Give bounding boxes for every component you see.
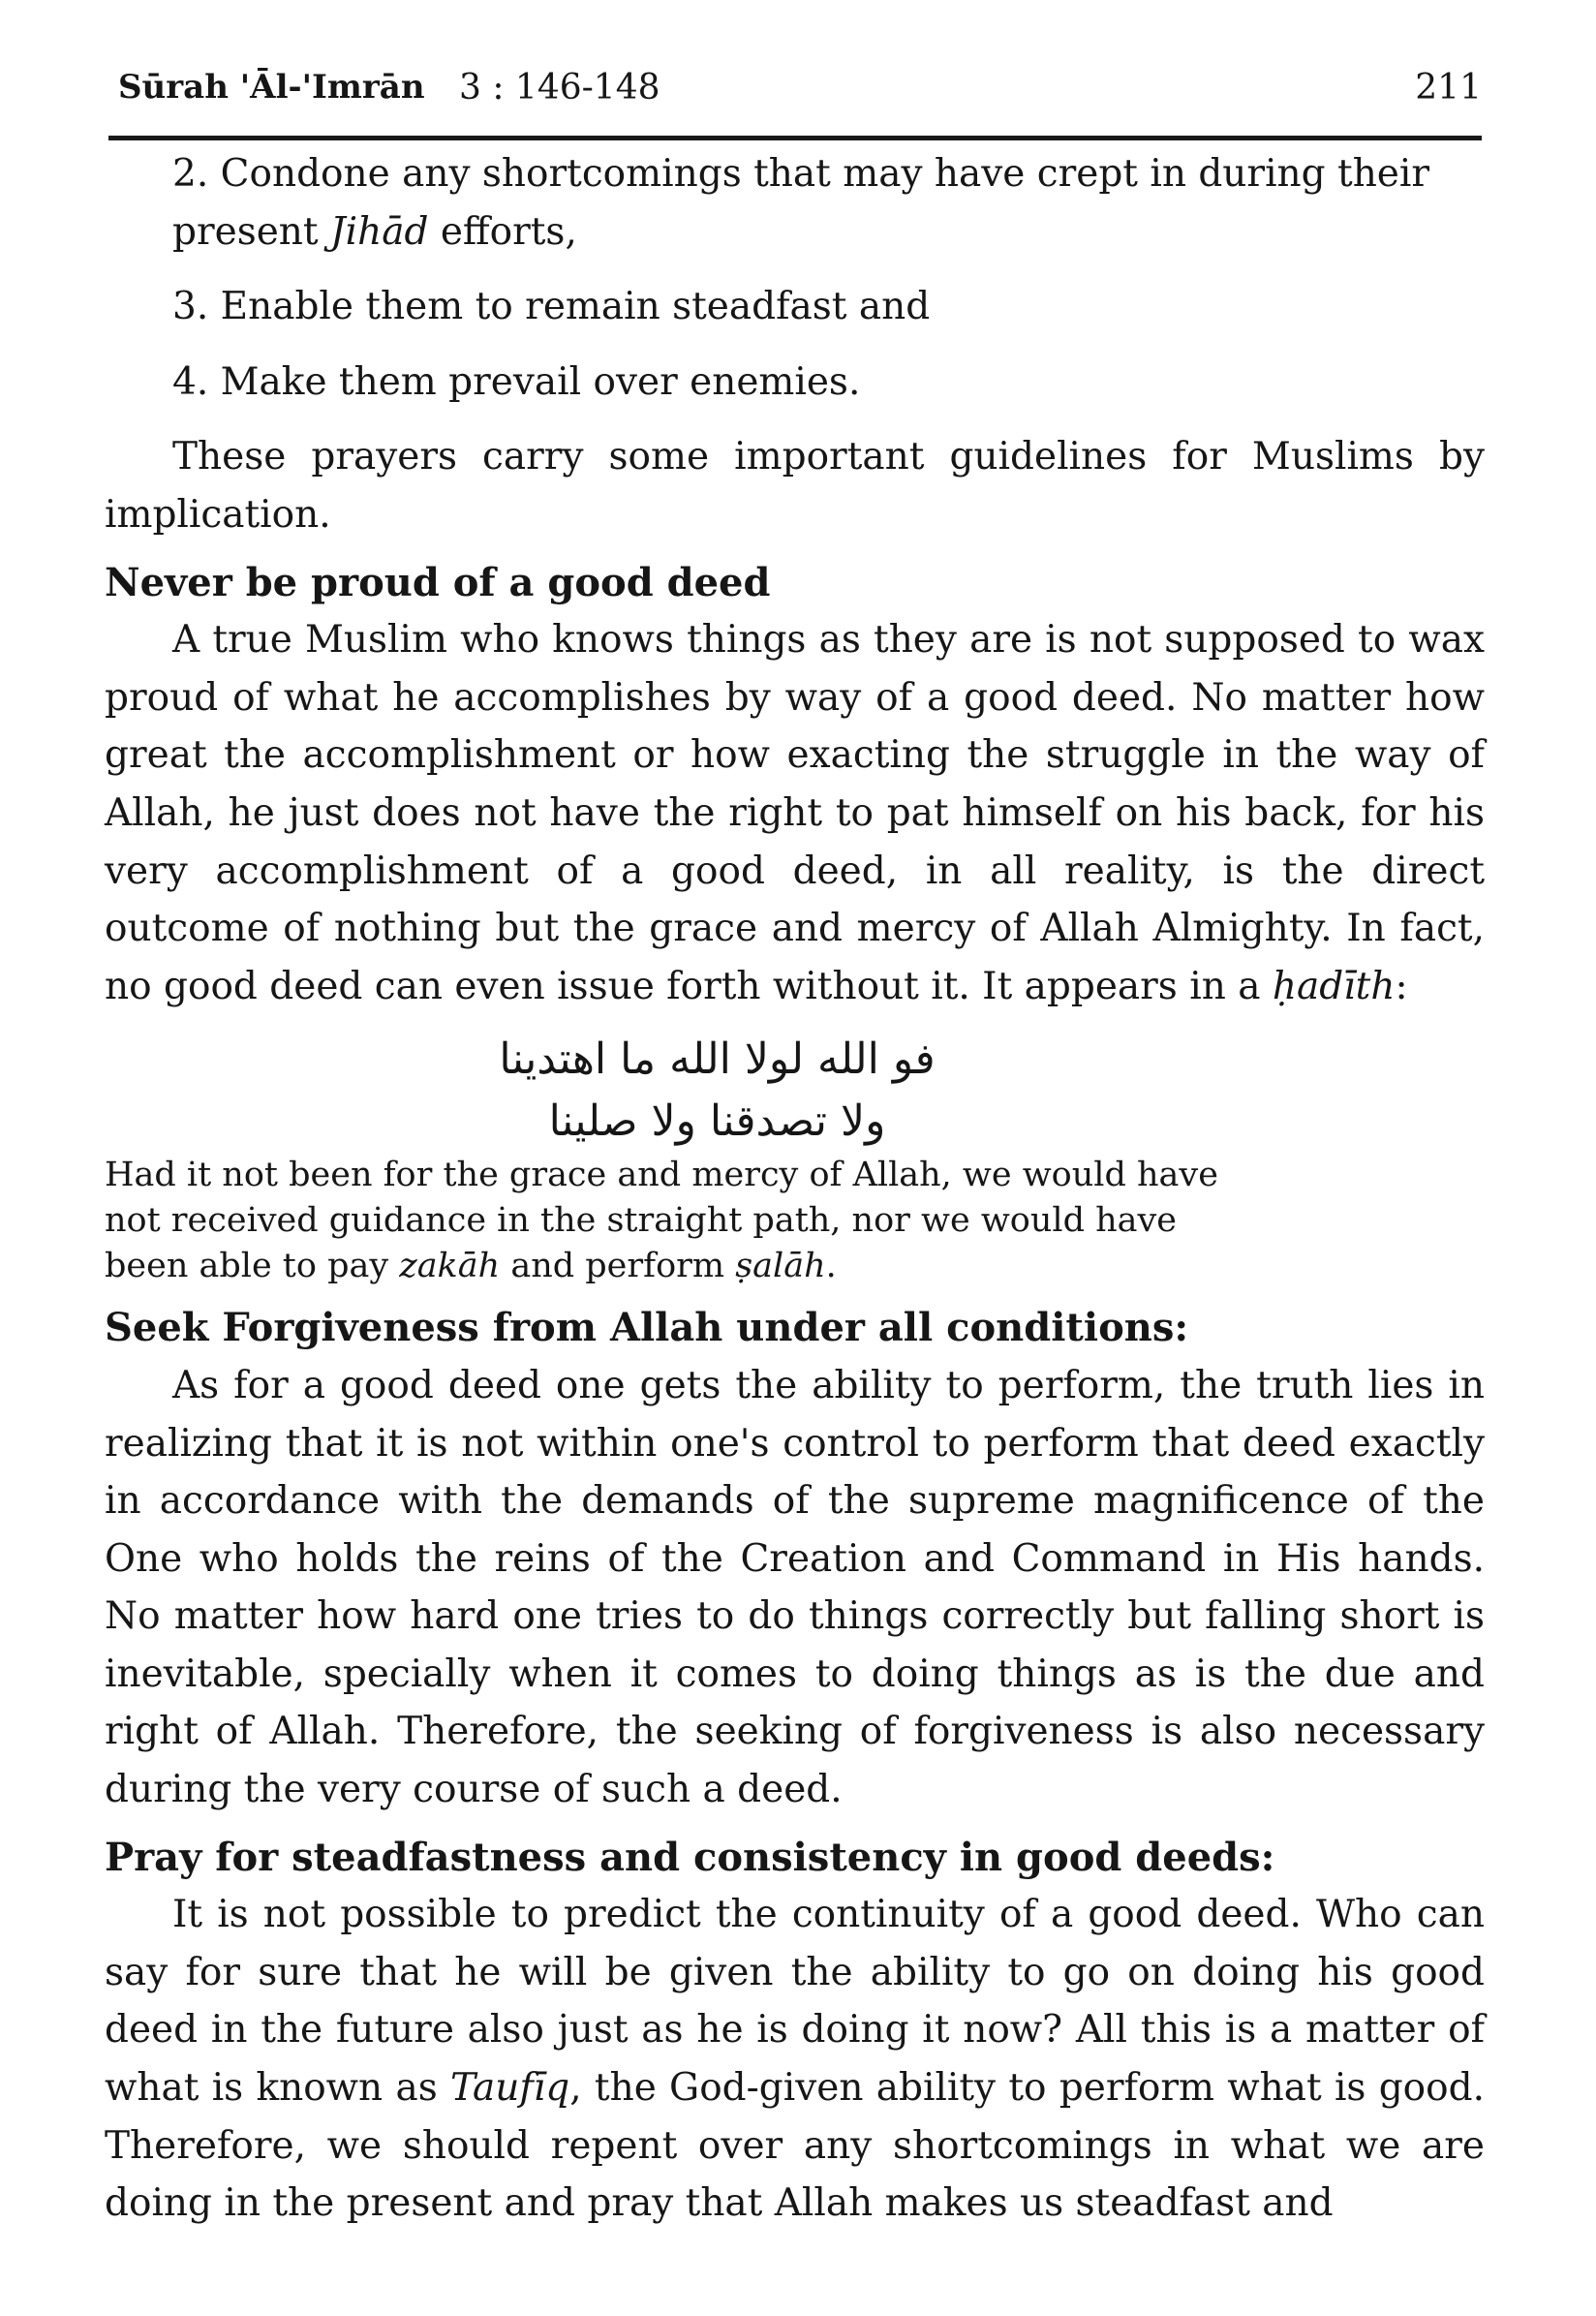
list-item-number: 2. (172, 152, 209, 196)
header-surah-name: Sūrah 'Āl-'Imrān (118, 68, 425, 107)
list-item-number: 4. (172, 359, 209, 404)
italic-term-hadith: ḥadīth (1272, 964, 1396, 1008)
section-heading-pride: Never be proud of a good deed (105, 559, 771, 605)
section-paragraph-pride (105, 611, 1485, 1015)
list-item-number: 3. (172, 285, 209, 329)
paragraph-text: A true Muslim who knows things as they are is not supposed to wax proud of what he accomplishes by way of a good deed. No matter how great the accomplishment or how exacting the struggle in the way of Allah, he just does not have the right to pat himself on his back, for his very accomplishment of a good deed, in all reality, is the direct outcome of nothing but the grace and mercy of Allah Almighty. In fact, no good deed can even issue forth without it. It appears in a (105, 618, 1485, 1008)
section-heading-forgiveness: Seek Forgiveness from Allah under all conditions: (105, 1305, 1189, 1351)
list-item-4 (105, 354, 1485, 412)
list-item-text-end: efforts, (440, 209, 577, 254)
verse-translation (105, 1153, 1228, 1289)
italic-term-taufiq: Taufīq (450, 2066, 570, 2111)
italic-term-salah: ṣalāh (735, 1247, 826, 1286)
page-body (105, 145, 1485, 2233)
arabic-line-1: فو الله لولا الله ما اهتدينا (499, 1034, 936, 1085)
translation-text: Had it not been for the grace and mercy of Allah, we would have not received guidance in the straight path, nor we would have been able to pay (105, 1156, 1218, 1286)
running-header (118, 60, 1482, 118)
list-item-3 (105, 278, 1485, 336)
intro-paragraph: These prayers carry some important guidelines for Muslims by implication. (105, 435, 1485, 537)
translation-text-mid: and perform (510, 1247, 725, 1286)
section-heading-steadfastness: Pray for steadfastness and consistency in good deeds: (105, 1834, 1275, 1880)
translation-text-end: . (825, 1247, 837, 1286)
arabic-verse (105, 1029, 1485, 1153)
header-verse-reference: 3 : 146-148 (459, 68, 660, 108)
page-number: 211 (1415, 68, 1482, 108)
section-paragraph-forgiveness: As for a good deed one gets the ability to perform, the truth lies in realizing that it is not within one's control to perform that deed exactly in accordance with the demands of the supreme magnificence of the One who holds the reins of the Creation and Command in His hands. No matter how hard one tries to do things correctly but falling short is inevitable, specially when it comes to doing things as is the due and right of Allah. Therefore, the seeking of forgiveness is also necessary during the very course of such a deed. (105, 1363, 1485, 1812)
section-paragraph-steadfastness (105, 1886, 1485, 2233)
header-rule (108, 136, 1482, 140)
arabic-line-2: ولا تصدقنا ولا صلينا (548, 1096, 886, 1147)
list-item-italic-term: Jihād (329, 209, 429, 254)
list-item-text: Condone any shortcomings that may have crept in during their present (172, 152, 1430, 254)
paragraph-text-end: : (1395, 964, 1408, 1008)
list-item-2 (105, 145, 1485, 261)
paragraph-text-end: , the God-given ability to perform what is good. Therefore, we should repent over any shortcomings in what we are doing in the present and pray that Allah makes us steadfast and (105, 2066, 1486, 2226)
italic-term-zakah: zakāh (399, 1247, 501, 1286)
paragraph-text: It is not possible to predict the continuity of a good deed. Who can say for sure that he will be given the ability to go on doing his good deed in the future also just as he is doing it now? All this is a matter of what is known as (105, 1893, 1485, 2111)
list-item-text: Enable them to remain steadfast and (220, 285, 931, 329)
list-item-text: Make them prevail over enemies. (220, 359, 861, 404)
